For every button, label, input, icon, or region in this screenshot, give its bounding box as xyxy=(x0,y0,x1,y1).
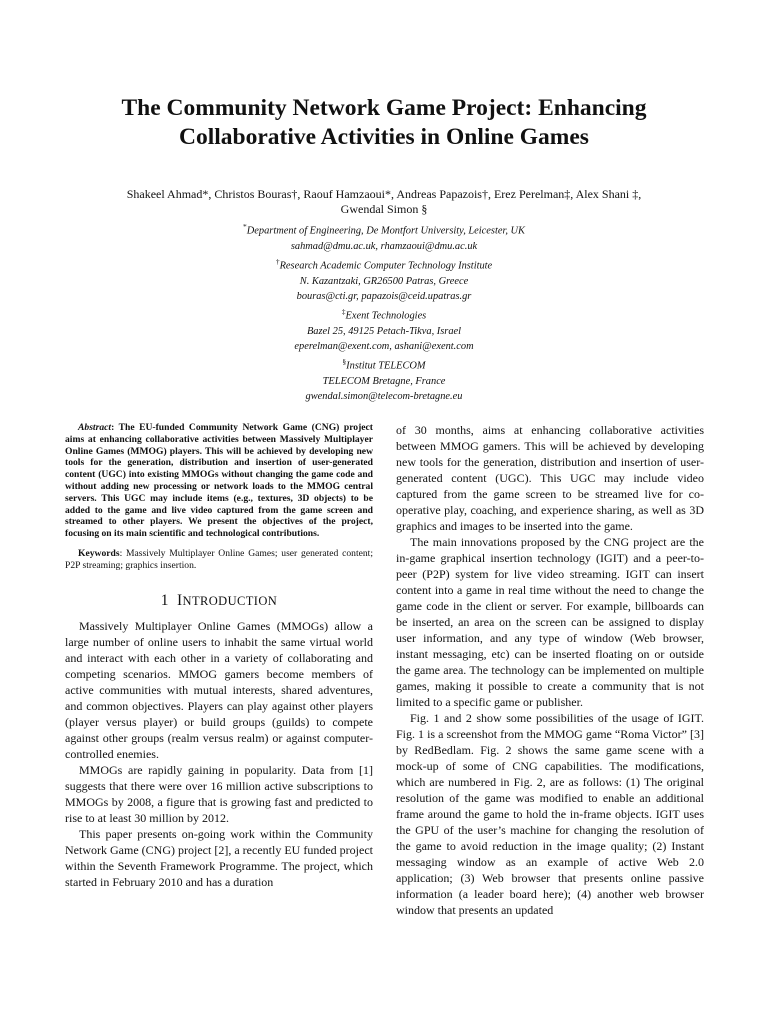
affiliation-line: gwendal.simon@telecom-bretagne.eu xyxy=(305,390,463,402)
affiliation-line: Exent Technologies xyxy=(345,310,427,322)
section-title-initial: I xyxy=(176,591,183,609)
section-heading-introduction xyxy=(65,592,373,610)
affiliation-mark: ‡ xyxy=(341,306,346,316)
keywords-text: : Massively Multiplayer Online Games; user generated content; P2P streaming; graphics insertion. xyxy=(65,547,373,571)
affiliation-line: TELECOM Bretagne, France xyxy=(322,375,446,387)
keywords-label: Keywords xyxy=(78,547,120,559)
right-column xyxy=(396,422,704,918)
body-paragraph: The main innovations proposed by the CNG project are the in-game graphical insertion technology (IGIT) and a peer-to-peer (P2P) system for live video streaming. IGIT can insert content into a game in real time without the need to change the game code in the client or server. For example, billboards can be inserted, an area on the screen can be assigned to display user information, and any type of window (Web browser, instant messaging, etc) can be inserted floating on or outside the game area. The technology can be implemented on multiple games, making it possible to create a community that is not limited to a specific game or publisher. xyxy=(396,535,704,709)
affiliation-mark: § xyxy=(342,357,347,367)
body-paragraph: Massively Multiplayer Online Games (MMOGs) allow a large number of online users to inhabit the same virtual world and interact with each other in a variety of collaborating and competing scenarios. MMOG gamers become members of active communities with mutual interests, shared adventures, and common objectives. Players can play against other players (player versus player) or build groups (guilds) to compete against other groups (realm versus realm) or against computer-controlled enemies. xyxy=(65,618,373,761)
affiliation-mark: † xyxy=(275,256,280,266)
author-list xyxy=(80,187,688,216)
affiliation-line: sahmad@dmu.ac.uk, rhamzaoui@dmu.ac.uk xyxy=(290,240,478,252)
affiliation-dmu xyxy=(120,219,648,254)
title-line-1: The Community Network Game Project: Enhancing xyxy=(121,95,647,121)
section-title-rest: NTRODUCTION xyxy=(182,593,278,608)
abstract-text: : The EU-funded Community Network Game (CNG) project aims at enhancing collaborative activities between Massively Multiplayer Online Games (MMOG) players. This will be achieved by developing new tools for the generation, distribution and insertion of user-generated content (UGC) into existing MMOGs without changing the game code and without adding new processing or network loads to the MMOG central servers. This UGC may include items (e.g., textures, 3D objects) to be added to the game and live video captured from the game screen and streamed to other players. We present the objectives of the project, focusing on its main scientific and technological contributions. xyxy=(65,422,373,540)
body-paragraph: MMOGs are rapidly gaining in popularity. Data from [1] suggests that there were over 16 million active subscriptions to MMOGs by 2008, a figure that is growing fast and predicted to rise to at least 30 million by 2012. xyxy=(65,762,373,825)
title-line-2: Collaborative Activities in Online Games xyxy=(179,124,589,150)
authors-line-1: Shakeel Ahmad*, Christos Bouras†, Raouf Hamzaoui*, Andreas Papazois†, Erez Perelman‡, Alex Shani ‡, xyxy=(126,187,642,201)
affiliation-line: Research Academic Computer Technology Institute xyxy=(279,260,493,272)
affiliations xyxy=(120,219,648,404)
affiliation-line: bouras@cti.gr, papazois@ceid.upatras.gr xyxy=(296,290,472,302)
abstract-label: Abstract xyxy=(78,422,112,433)
affiliation-telecom xyxy=(120,354,648,404)
keywords xyxy=(65,548,373,572)
body-paragraph: Fig. 1 and 2 show some possibilities of the usage of IGIT. Fig. 1 is a screenshot from the MMOG game “Roma Victor” [3] by RedBedlam. Fig. 2 shows the same game scene with a mock-up of some of CNG capabilities. The modifications, which are numbered in Fig. 2, are as follows: (1) The original resolution of the game was modified to enable an additional frame around the game to hold the in-frame objects. IGIT uses the GPU of the user’s machine for changing the resolution of the game to avoid reduction in the image quality; (2) Instant messaging window as an example of active Web 2.0 application; (3) Web browser that presents online passive information (a leader board here); (4) another web browser window that presents an updated xyxy=(396,711,704,917)
paper-title xyxy=(60,94,708,152)
affiliation-cti xyxy=(120,254,648,304)
affiliation-line: eperelman@exent.com, ashani@exent.com xyxy=(294,340,474,352)
abstract xyxy=(65,422,373,540)
affiliation-line: Institut TELECOM xyxy=(346,360,426,372)
affiliation-mark: * xyxy=(243,222,247,231)
section-number: 1 xyxy=(160,591,169,609)
left-column xyxy=(65,422,373,890)
body-paragraph: This paper presents on-going work within the Community Network Game (CNG) project [2], a recently EU funded project within the Seventh Framework Programme. The project, which started in February 2010 and has a duration xyxy=(65,826,373,889)
affiliation-line: Bazel 25, 49125 Petach-Tikva, Israel xyxy=(306,325,462,337)
authors-line-2: Gwendal Simon § xyxy=(340,201,428,216)
body-paragraph: of 30 months, aims at enhancing collaborative activities between MMOG gamers. This will be achieved by developing new tools for the generation, distribution and insertion of user-generated content (UGC). This UGC may include video captured from the game screen to be streamed live for co-operative play, coaching, and experience sharing, as well as 3D graphics and images to be inserted into the game. xyxy=(396,423,704,533)
affiliation-line: Department of Engineering, De Montfort University, Leicester, UK xyxy=(246,225,525,237)
affiliation-exent xyxy=(120,304,648,354)
affiliation-line: N. Kazantzaki, GR26500 Patras, Greece xyxy=(299,275,469,287)
